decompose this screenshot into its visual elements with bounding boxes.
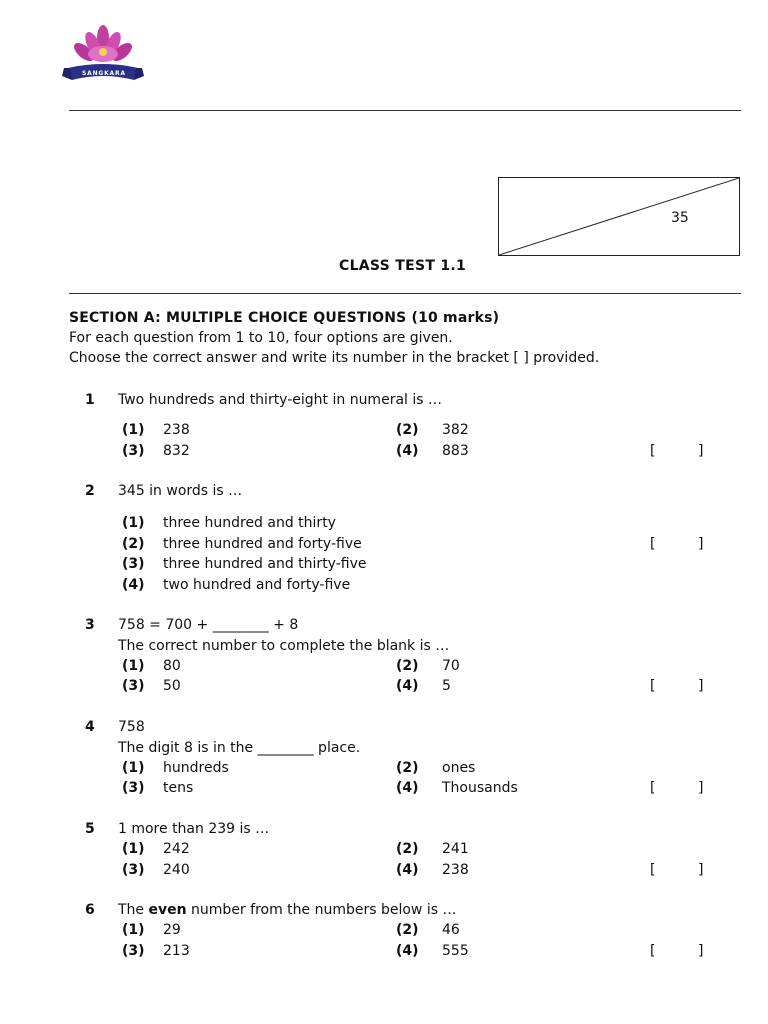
option-text: 240 <box>163 862 190 878</box>
logo-text: SANGKARA <box>82 70 126 77</box>
option-text: three hundred and thirty <box>163 515 336 531</box>
question-number: 2 <box>85 483 95 499</box>
answer-bracket-close: ] <box>698 443 704 459</box>
question-text: 758 = 700 + ________ + 8 <box>118 617 299 633</box>
option-text: 5 <box>442 678 451 694</box>
option-number: (2) <box>396 922 419 938</box>
score-value: 35 <box>671 210 689 226</box>
question-text: The digit 8 is in the ________ place. <box>118 740 361 756</box>
question-text-part: number from the numbers below is … <box>186 902 457 918</box>
option-text: 238 <box>442 862 469 878</box>
question-text: Two hundreds and thirty-eight in numeral is … <box>118 392 442 408</box>
option-number: (3) <box>122 556 145 572</box>
option-number: (3) <box>122 862 145 878</box>
option-text: hundreds <box>163 760 229 776</box>
option-number: (4) <box>396 678 419 694</box>
answer-bracket-close: ] <box>698 862 704 878</box>
option-text: three hundred and thirty-five <box>163 556 367 572</box>
option-text: ones <box>442 760 476 776</box>
option-text: 80 <box>163 658 181 674</box>
school-logo <box>60 24 146 90</box>
question-number: 6 <box>85 902 95 918</box>
option-number: (2) <box>122 536 145 552</box>
answer-bracket-close: ] <box>698 536 704 552</box>
question-number: 4 <box>85 719 95 735</box>
question-number: 1 <box>85 392 95 408</box>
question-text: 345 in words is … <box>118 483 243 499</box>
option-number: (1) <box>122 760 145 776</box>
option-number: (3) <box>122 443 145 459</box>
option-number: (2) <box>396 658 419 674</box>
option-number: (4) <box>396 862 419 878</box>
option-number: (1) <box>122 841 145 857</box>
lotus-logo-icon <box>60 24 146 90</box>
option-number: (1) <box>122 658 145 674</box>
option-number: (3) <box>122 780 145 796</box>
answer-bracket-close: ] <box>698 780 704 796</box>
option-text: 238 <box>163 422 190 438</box>
answer-bracket-open: [ <box>650 780 656 796</box>
header-divider <box>69 110 741 111</box>
score-box-diagonal <box>499 178 739 255</box>
question-text: 1 more than 239 is … <box>118 821 270 837</box>
option-text: 382 <box>442 422 469 438</box>
option-text: 46 <box>442 922 460 938</box>
answer-bracket-close: ] <box>698 943 704 959</box>
option-number: (3) <box>122 678 145 694</box>
option-number: (2) <box>396 841 419 857</box>
option-number: (1) <box>122 515 145 531</box>
answer-bracket-open: [ <box>650 536 656 552</box>
option-text: 50 <box>163 678 181 694</box>
title-divider <box>69 293 741 294</box>
option-number: (4) <box>122 577 145 593</box>
option-text: 883 <box>442 443 469 459</box>
score-box <box>498 177 740 256</box>
option-number: (4) <box>396 443 419 459</box>
option-text: 555 <box>442 943 469 959</box>
answer-bracket-open: [ <box>650 943 656 959</box>
section-title: SECTION A: MULTIPLE CHOICE QUESTIONS (10 marks) <box>69 310 500 326</box>
answer-bracket-close: ] <box>698 678 704 694</box>
option-text: 29 <box>163 922 181 938</box>
test-title: CLASS TEST 1.1 <box>339 258 467 274</box>
section-instruction-1: For each question from 1 to 10, four options are given. <box>69 330 453 346</box>
option-text: 213 <box>163 943 190 959</box>
question-text <box>118 902 456 918</box>
option-text: 70 <box>442 658 460 674</box>
option-number: (3) <box>122 943 145 959</box>
question-number: 3 <box>85 617 95 633</box>
option-text: tens <box>163 780 194 796</box>
option-text: two hundred and forty-five <box>163 577 351 593</box>
answer-bracket-open: [ <box>650 443 656 459</box>
option-text: Thousands <box>442 780 518 796</box>
option-number: (4) <box>396 943 419 959</box>
option-text: 242 <box>163 841 190 857</box>
question-number: 5 <box>85 821 95 837</box>
answer-bracket-open: [ <box>650 862 656 878</box>
option-text: 241 <box>442 841 469 857</box>
question-text-part: The <box>118 902 149 918</box>
option-number: (1) <box>122 922 145 938</box>
option-number: (4) <box>396 780 419 796</box>
section-instruction-2: Choose the correct answer and write its number in the bracket [ ] provided. <box>69 350 600 366</box>
option-text: 832 <box>163 443 190 459</box>
question-text: The correct number to complete the blank is … <box>118 638 450 654</box>
option-number: (2) <box>396 760 419 776</box>
option-number: (2) <box>396 422 419 438</box>
option-text: three hundred and forty-five <box>163 536 362 552</box>
question-text: 758 <box>118 719 145 735</box>
question-text-emphasis: even <box>148 902 187 918</box>
option-number: (1) <box>122 422 145 438</box>
answer-bracket-open: [ <box>650 678 656 694</box>
